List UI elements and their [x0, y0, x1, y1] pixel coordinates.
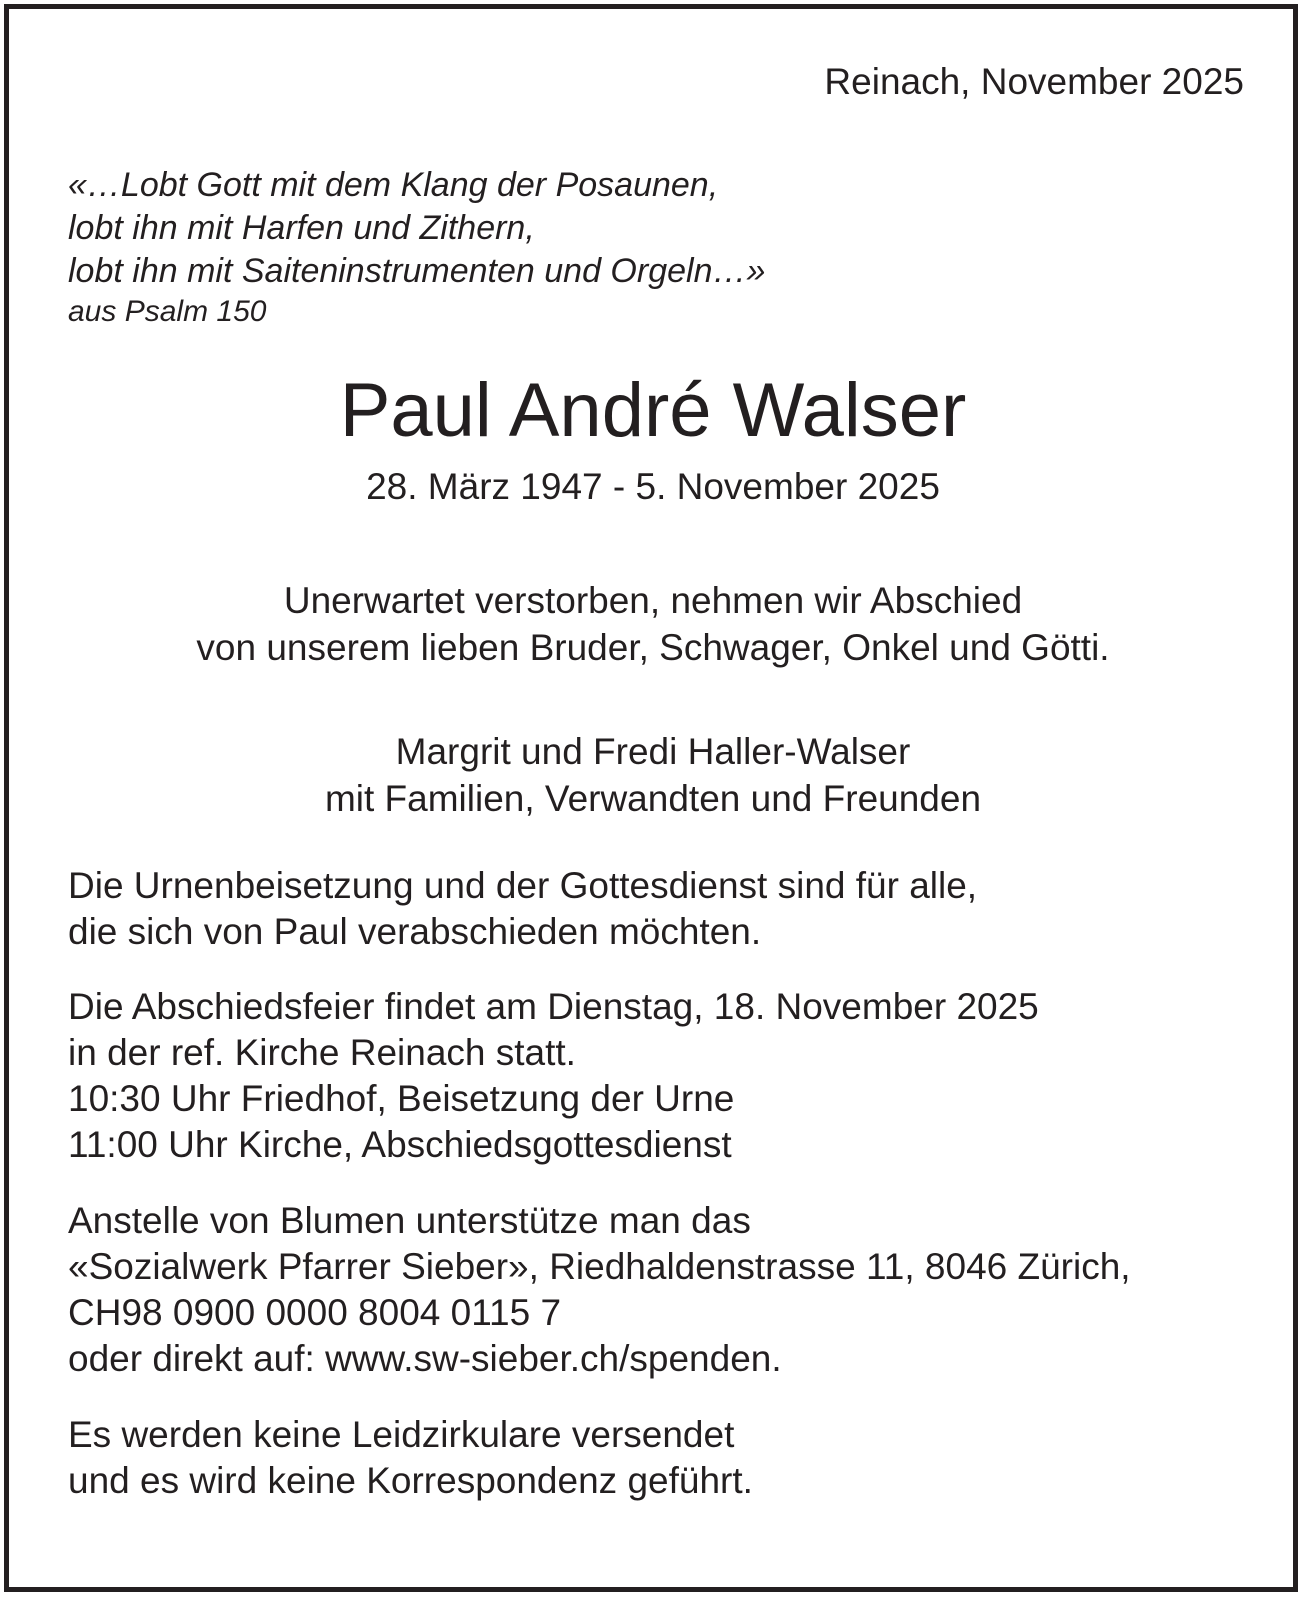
place-date: Reinach, November 2025: [824, 61, 1244, 102]
correspondence-notice: [68, 1412, 753, 1504]
paragraph-line: 10:30 Uhr Friedhof, Beisetzung der Urne: [68, 1078, 735, 1119]
deceased-name: Paul André Walser: [339, 368, 967, 453]
quote-source: aus Psalm 150: [68, 295, 267, 328]
paragraph-line: die sich von Paul verabschieden möchten.: [68, 911, 762, 952]
life-dates: 28. März 1947 - 5. November 2025: [366, 466, 940, 507]
donation-url-line: oder direkt auf: www.sw-sieber.ch/spenden.: [68, 1338, 782, 1379]
farewell-message: [0, 577, 1306, 671]
psalm-quote: [68, 164, 765, 293]
mourners: [0, 728, 1306, 822]
quote-line: lobt ihn mit Saiteninstrumenten und Orgeln…»: [68, 252, 766, 290]
paragraph-line: Die Urnenbeisetzung und der Gottesdienst sind für alle,: [68, 865, 978, 906]
invitation-paragraph: [68, 863, 977, 955]
mourners-line: mit Familien, Verwandten und Freunden: [324, 778, 982, 819]
paragraph-line: in der ref. Kirche Reinach statt.: [68, 1032, 576, 1073]
paragraph-line: 11:00 Uhr Kirche, Abschiedsgottesdienst: [68, 1124, 732, 1165]
quote-line: lobt ihn mit Harfen und Zithern,: [68, 209, 535, 247]
message-line: Unerwartet verstorben, nehmen wir Abschied: [283, 580, 1023, 621]
mourners-line: Margrit und Fredi Haller-Walser: [395, 731, 911, 772]
ceremony-paragraph: [68, 984, 1039, 1168]
paragraph-line: und es wird keine Korrespondenz geführt.: [68, 1460, 753, 1501]
message-line: von unserem lieben Bruder, Schwager, Onkel und Götti.: [196, 627, 1110, 668]
iban-line: CH98 0900 0000 8004 0115 7: [68, 1292, 562, 1333]
paragraph-line: Die Abschiedsfeier findet am Dienstag, 18. November 2025: [68, 986, 1039, 1027]
donation-paragraph: [68, 1198, 1131, 1382]
quote-line: «…Lobt Gott mit dem Klang der Posaunen,: [68, 166, 719, 204]
paragraph-line: Anstelle von Blumen unterstütze man das: [68, 1200, 751, 1241]
paragraph-line: Es werden keine Leidzirkulare versendet: [68, 1414, 735, 1455]
paragraph-line: «Sozialwerk Pfarrer Sieber», Riedhaldenstrasse 11, 8046 Zürich,: [68, 1246, 1131, 1287]
